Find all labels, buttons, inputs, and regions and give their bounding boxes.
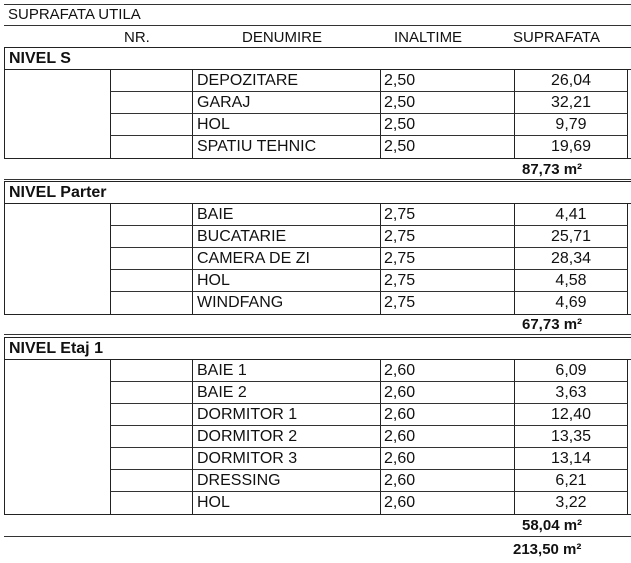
level-parter xyxy=(4,181,631,315)
height-cell: 2,60 xyxy=(380,470,514,492)
name-cell: GARAJ xyxy=(192,92,380,114)
name-cell: BUCATARIE xyxy=(192,226,380,248)
height-cell: 2,60 xyxy=(380,360,514,382)
level-rows xyxy=(5,70,631,158)
nr-cell xyxy=(110,404,192,426)
table-row xyxy=(5,226,631,248)
col-header-denumire: DENUMIRE xyxy=(242,29,323,46)
name-cell: SPATIU TEHNIC xyxy=(192,136,380,158)
subtotal-rule xyxy=(4,334,631,335)
height-cell: 2,50 xyxy=(380,70,514,92)
height-cell: 2,75 xyxy=(380,270,514,292)
height-cell: 2,75 xyxy=(380,204,514,226)
level-title: NIVEL Parter xyxy=(5,182,631,204)
name-cell: DEPOZITARE xyxy=(192,70,380,92)
table-row xyxy=(5,448,631,470)
nr-cell xyxy=(110,226,192,248)
name-cell: DRESSING xyxy=(192,470,380,492)
col-header-nr: NR. xyxy=(124,29,150,46)
height-cell: 2,50 xyxy=(380,92,514,114)
area-cell: 13,35 xyxy=(514,426,628,448)
level-etaj-1 xyxy=(4,337,631,515)
nr-cell xyxy=(110,382,192,404)
subtotal-level-s: 87,73 m² xyxy=(522,161,583,178)
area-cell: 12,40 xyxy=(514,404,628,426)
nr-cell xyxy=(110,426,192,448)
table-row xyxy=(5,248,631,270)
grand-total: 213,50 m² xyxy=(513,541,582,558)
nr-cell xyxy=(110,292,192,314)
level-rows xyxy=(5,360,631,514)
level-title: NIVEL Etaj 1 xyxy=(5,338,631,360)
table-row xyxy=(5,292,631,314)
area-cell: 4,41 xyxy=(514,204,628,226)
title-rule xyxy=(4,25,631,26)
table-row xyxy=(5,426,631,448)
nr-cell xyxy=(110,136,192,158)
nr-cell xyxy=(110,204,192,226)
height-cell: 2,50 xyxy=(380,136,514,158)
nr-cell xyxy=(110,448,192,470)
name-cell: CAMERA DE ZI xyxy=(192,248,380,270)
nr-cell xyxy=(110,114,192,136)
height-cell: 2,60 xyxy=(380,426,514,448)
table-row xyxy=(5,114,631,136)
area-cell: 19,69 xyxy=(514,136,628,158)
level-rows xyxy=(5,204,631,314)
nr-cell xyxy=(110,492,192,514)
area-cell: 6,21 xyxy=(514,470,628,492)
table-row xyxy=(5,404,631,426)
nr-cell xyxy=(110,270,192,292)
top-rule xyxy=(4,4,631,5)
table-row xyxy=(5,470,631,492)
nr-cell xyxy=(110,92,192,114)
height-cell: 2,75 xyxy=(380,248,514,270)
area-cell: 9,79 xyxy=(514,114,628,136)
height-cell: 2,50 xyxy=(380,114,514,136)
area-cell: 4,69 xyxy=(514,292,628,314)
area-cell: 32,21 xyxy=(514,92,628,114)
col-header-suprafata: SUPRAFATA xyxy=(513,29,600,46)
table-title: SUPRAFATA UTILA xyxy=(8,6,141,23)
total-rule xyxy=(4,536,631,537)
level-s xyxy=(4,47,631,159)
nr-cell xyxy=(110,360,192,382)
table-row xyxy=(5,136,631,158)
name-cell: BAIE xyxy=(192,204,380,226)
table-row xyxy=(5,382,631,404)
name-cell: HOL xyxy=(192,492,380,514)
height-cell: 2,60 xyxy=(380,404,514,426)
subtotal-level-parter: 67,73 m² xyxy=(522,316,583,333)
table-row xyxy=(5,204,631,226)
col-header-inaltime: INALTIME xyxy=(394,29,463,46)
name-cell: WINDFANG xyxy=(192,292,380,314)
table-row xyxy=(5,70,631,92)
height-cell: 2,60 xyxy=(380,448,514,470)
name-cell: HOL xyxy=(192,114,380,136)
name-cell: DORMITOR 2 xyxy=(192,426,380,448)
table-row xyxy=(5,270,631,292)
area-cell: 4,58 xyxy=(514,270,628,292)
area-cell: 28,34 xyxy=(514,248,628,270)
height-cell: 2,60 xyxy=(380,492,514,514)
area-cell: 13,14 xyxy=(514,448,628,470)
area-cell: 25,71 xyxy=(514,226,628,248)
height-cell: 2,60 xyxy=(380,382,514,404)
table-row xyxy=(5,360,631,382)
area-cell: 6,09 xyxy=(514,360,628,382)
area-cell: 26,04 xyxy=(514,70,628,92)
name-cell: BAIE 1 xyxy=(192,360,380,382)
height-cell: 2,75 xyxy=(380,226,514,248)
name-cell: HOL xyxy=(192,270,380,292)
name-cell: BAIE 2 xyxy=(192,382,380,404)
height-cell: 2,75 xyxy=(380,292,514,314)
area-cell: 3,22 xyxy=(514,492,628,514)
subtotal-level-etaj-1: 58,04 m² xyxy=(522,517,583,534)
subtotal-rule xyxy=(4,179,631,180)
area-cell: 3,63 xyxy=(514,382,628,404)
nr-cell xyxy=(110,248,192,270)
nr-cell xyxy=(110,70,192,92)
table-row xyxy=(5,92,631,114)
nr-cell xyxy=(110,470,192,492)
name-cell: DORMITOR 1 xyxy=(192,404,380,426)
name-cell: DORMITOR 3 xyxy=(192,448,380,470)
level-title: NIVEL S xyxy=(5,48,631,70)
table-row xyxy=(5,492,631,514)
